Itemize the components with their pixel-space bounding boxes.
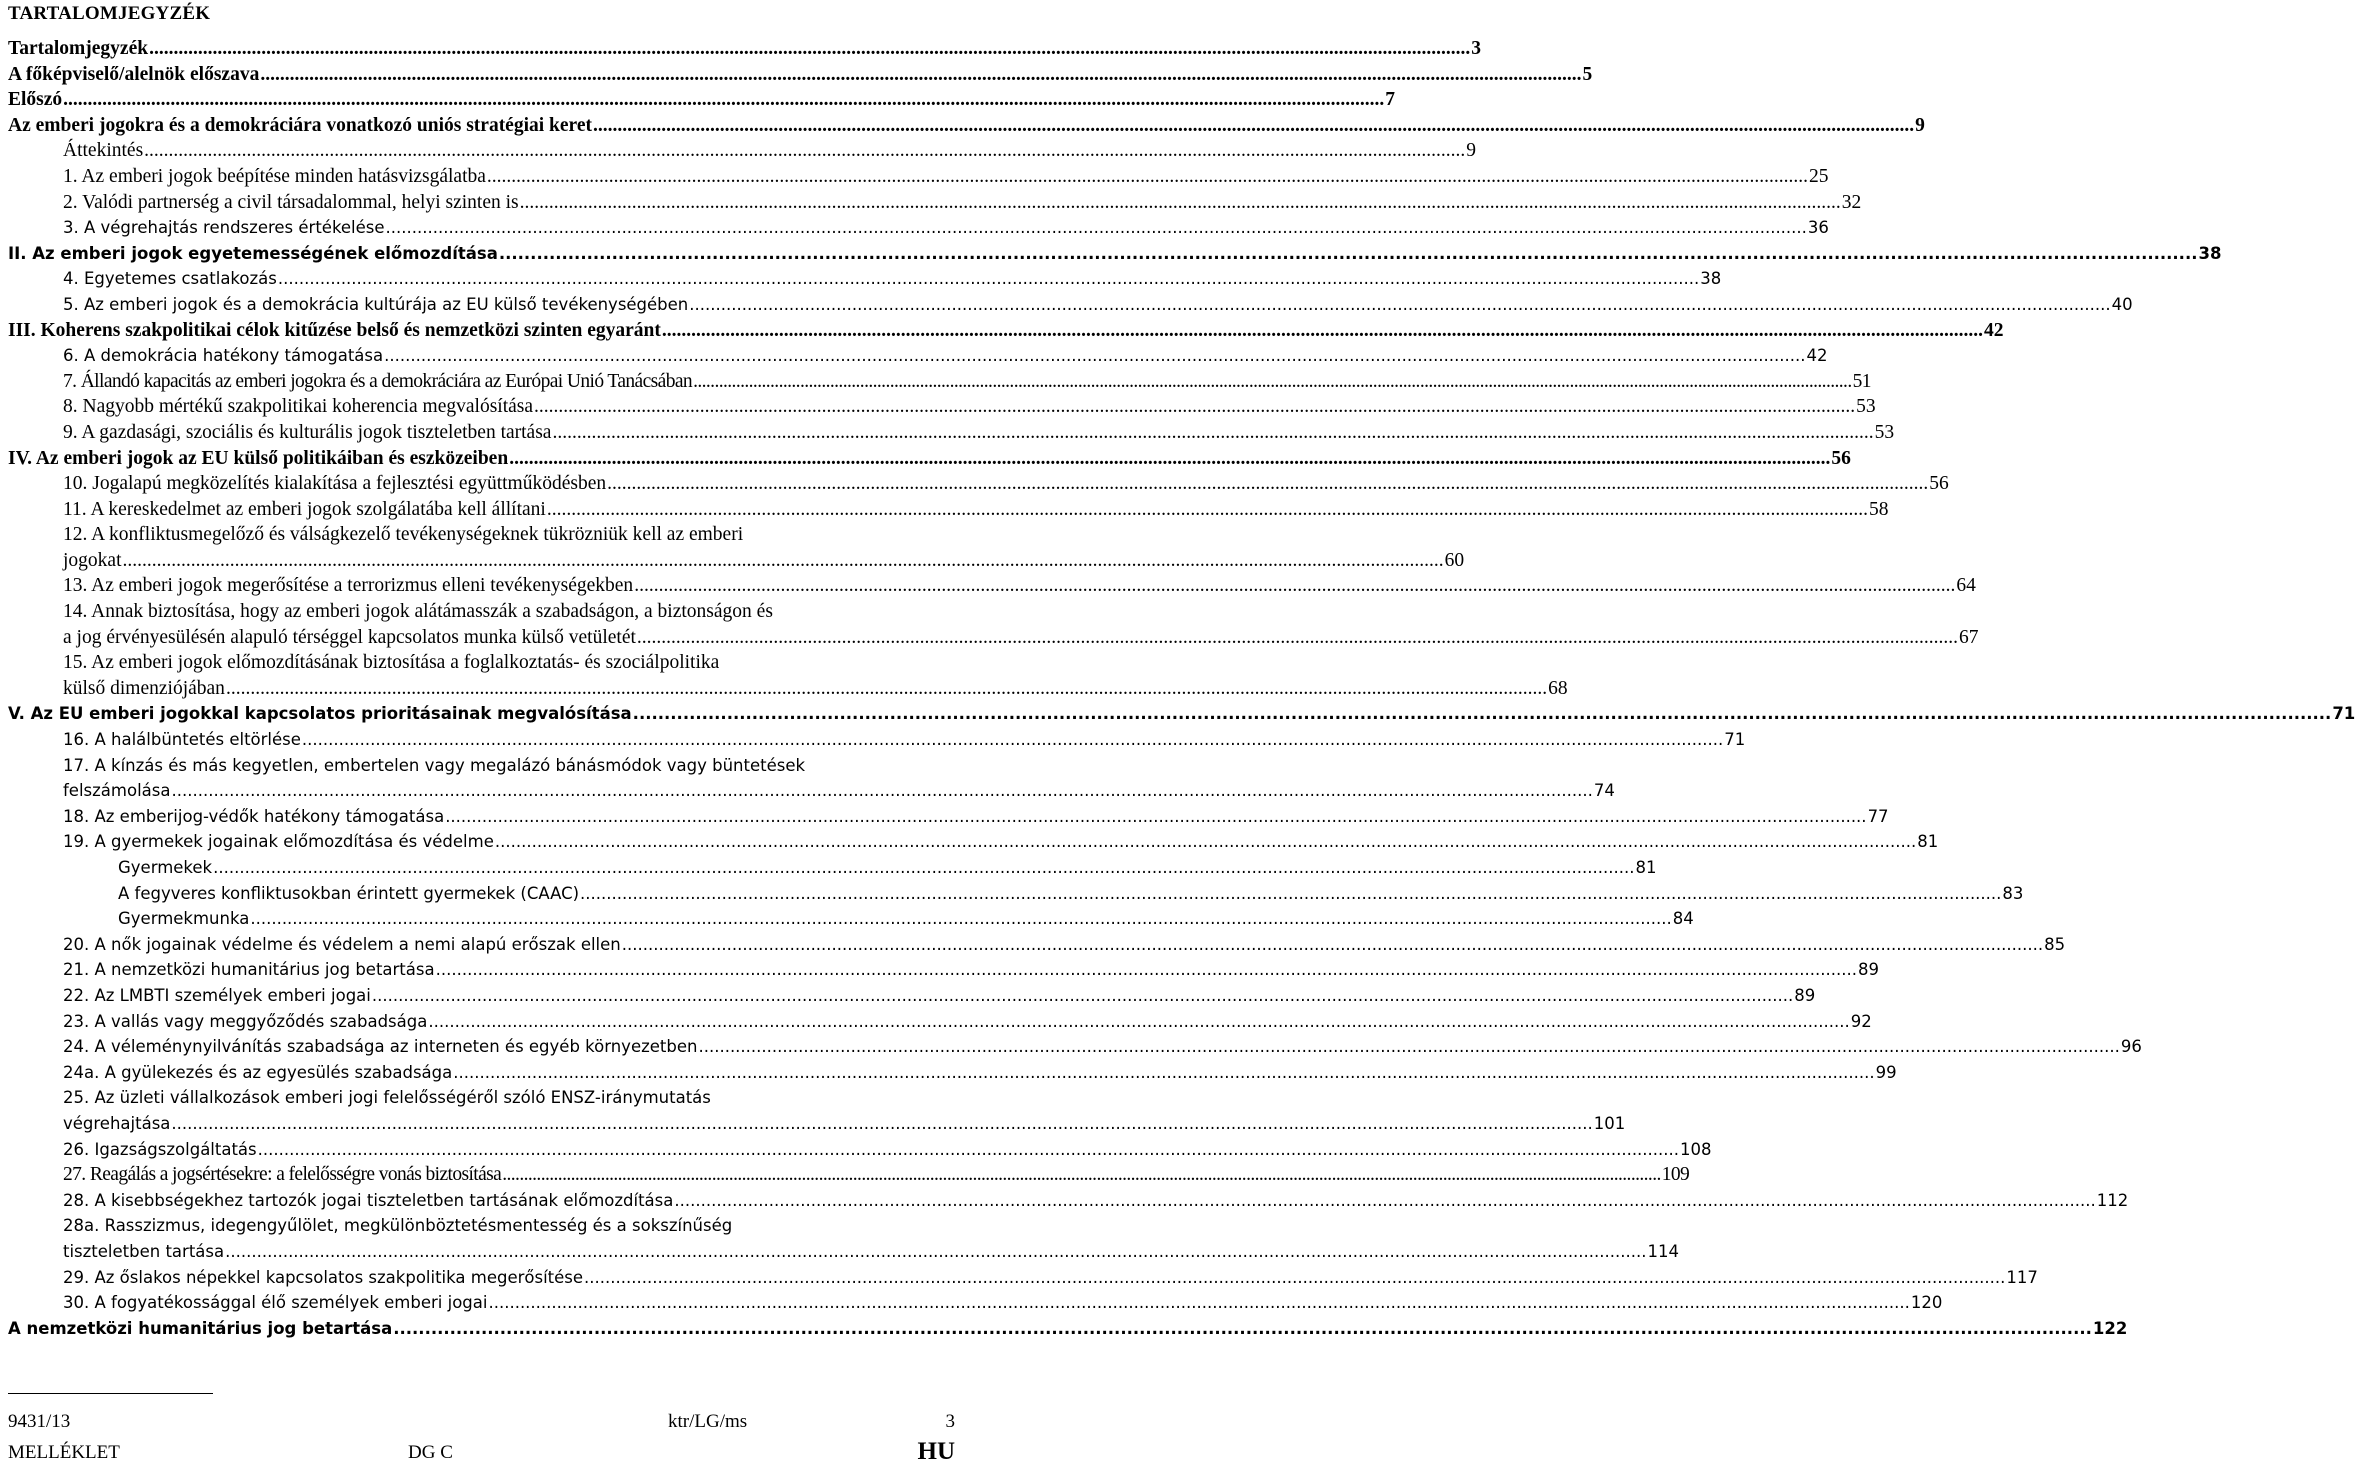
toc-entry-title: Gyermekek xyxy=(118,858,213,877)
toc-page-number: 77 xyxy=(1867,806,1889,826)
toc-entry-title: 10. Jogalapú megközelítés kialakítása a fejlesztési együttműködésben xyxy=(63,473,607,495)
toc-page-number: 101 xyxy=(1593,1113,1626,1133)
author-codes: ktr/LG/ms xyxy=(668,1411,748,1432)
toc-entry[interactable] xyxy=(8,1137,1712,1163)
toc-page-number: 42 xyxy=(1984,319,2004,341)
toc-entry[interactable] xyxy=(8,164,1829,190)
toc-entry-title: A fegyveres konfliktusokban érintett gyermekek (CAAC) xyxy=(118,883,580,903)
toc-entry-title: 20. A nők jogainak védelme és védelem a nemi alapú erőszak ellen xyxy=(63,934,621,954)
toc-page-number: 99 xyxy=(1875,1062,1897,1082)
dot-leader xyxy=(509,446,1830,472)
toc-entry[interactable] xyxy=(8,1290,1943,1316)
toc-entry[interactable] xyxy=(8,36,1481,62)
toc-entry[interactable] xyxy=(8,113,1925,139)
toc-page-number: 9 xyxy=(1915,114,1925,136)
toc-entry[interactable] xyxy=(8,1265,2038,1291)
toc-entry[interactable] xyxy=(8,855,1657,881)
toc-entry[interactable] xyxy=(8,1213,1679,1264)
dot-leader xyxy=(436,957,1857,983)
dot-leader xyxy=(453,1060,1874,1086)
toc-entry[interactable] xyxy=(8,599,1979,650)
toc-entry-title: 4. Egyetemes csatlakozás xyxy=(63,269,277,289)
toc-entry-title: V. Az EU emberi jogokkal kapcsolatos prioritásainak megvalósítása xyxy=(8,704,632,724)
dot-leader xyxy=(63,87,1384,113)
toc-entry-title: 2. Valódi partnerség a civil társadalommal, helyi szinten is xyxy=(63,191,519,213)
toc-entry-title: 9. A gazdasági, szociális és kulturális jogok tiszteletben tartása xyxy=(63,421,552,443)
toc-entry[interactable] xyxy=(8,420,1895,446)
toc-page-number: 58 xyxy=(1868,498,1889,520)
toc-page-number: 71 xyxy=(2332,704,2355,724)
toc-page-number: 83 xyxy=(2002,883,2024,903)
toc-entry[interactable] xyxy=(8,62,1593,88)
toc-page-number: 89 xyxy=(1794,985,1816,1005)
toc-entry-title: Tartalomjegyzék xyxy=(8,38,149,59)
toc-page-number: 9 xyxy=(1466,140,1477,162)
toc-entry-title: 22. Az LMBTI személyek emberi jogai xyxy=(63,985,371,1005)
toc-entry-title: 13. Az emberi jogok megerősítése a terrorizmus elleni tevékenységekben xyxy=(63,575,634,597)
toc-entry-title: 21. A nemzetközi humanitárius jog betartása xyxy=(63,960,435,980)
toc-entry[interactable] xyxy=(8,292,2133,318)
toc-page-number: 60 xyxy=(1444,549,1465,571)
dot-leader xyxy=(445,804,1866,830)
toc-entry[interactable] xyxy=(8,369,1871,395)
toc-entry-title: 15. Az emberi jogok előmozdításának biztosítása a foglalkoztatás- és szociálpolitika xyxy=(63,652,720,674)
toc-entry-title: 11. A kereskedelmet az emberi jogok szolgálatába kell állítani xyxy=(63,498,546,520)
toc-page-number: 36 xyxy=(1807,218,1829,238)
toc-entry[interactable] xyxy=(8,727,1746,753)
toc-entry-title: 29. Az őslakos népekkel kapcsolatos szakpolitika megerősítése xyxy=(63,1267,584,1287)
toc-page-number: 108 xyxy=(1680,1139,1712,1159)
toc-page-number: 51 xyxy=(1852,370,1871,392)
toc-page-number: 5 xyxy=(1582,63,1593,85)
dot-leader xyxy=(384,343,1805,369)
dot-leader xyxy=(495,829,1916,855)
dot-leader xyxy=(520,190,1841,216)
toc-entry-title: 6. A demokrácia hatékony támogatása xyxy=(63,346,384,366)
toc-entry-title: 8. Nagyobb mértékű szakpolitikai koherencia megvalósítása xyxy=(63,396,534,418)
toc-entry-title: 24. A véleménynyilvánítás szabadsága az interneten és egyéb környezetben xyxy=(63,1037,698,1057)
toc-page-number: 74 xyxy=(1593,781,1615,801)
dot-leader xyxy=(534,394,1855,420)
language-code: HU xyxy=(917,1438,955,1465)
toc-entry[interactable] xyxy=(8,983,1816,1009)
page-number: 3 xyxy=(945,1411,955,1432)
toc-entry-title-continuation: a jog érvényesülésén alapuló térséggel kapcsolatos munka külső vetületét xyxy=(63,626,636,648)
toc-entry-title-continuation: jogokat xyxy=(63,549,122,571)
dot-leader xyxy=(393,1316,2092,1342)
doc-number: 9431/13 xyxy=(8,1411,71,1432)
toc-page-number: 84 xyxy=(1672,909,1694,929)
toc-entry-title: A nemzetközi humanitárius jog betartása xyxy=(8,1318,393,1338)
dot-leader xyxy=(580,881,2001,907)
toc-entry[interactable] xyxy=(8,343,1828,369)
toc-entry[interactable] xyxy=(8,1162,1690,1188)
toc-entry-title: II. Az emberi jogok egyetemességének előmozdítása xyxy=(8,243,498,263)
toc-entry[interactable] xyxy=(8,881,2024,907)
toc-entry-title: 24a. A gyülekezés és az egyesülés szabadsága xyxy=(63,1062,453,1082)
toc-page-number: 53 xyxy=(1874,421,1895,443)
toc-entry[interactable] xyxy=(8,87,1396,113)
dot-leader xyxy=(499,241,2198,267)
toc-page-number: 38 xyxy=(1700,269,1722,289)
toc-page-number: 38 xyxy=(2198,243,2222,263)
dot-leader xyxy=(622,932,2043,958)
toc-entry-title: 7. Állandó kapacitás az emberi jogokra és a demokráciára az Európai Unió Tanácsában xyxy=(63,370,693,392)
toc-entry-title: 26. Igazságszolgáltatás xyxy=(63,1139,257,1159)
toc-entry[interactable] xyxy=(8,1060,1897,1086)
toc-entry-title: Gyermekmunka xyxy=(118,909,250,929)
toc-page-number: 40 xyxy=(2111,294,2133,314)
toc-entry-title: 23. A vallás vagy meggyőződés szabadsága xyxy=(63,1011,428,1031)
table-of-contents xyxy=(8,36,2355,1341)
dot-leader xyxy=(488,1290,1909,1316)
toc-entry-title-continuation: végrehajtása xyxy=(63,1113,171,1133)
toc-entry-title: 19. A gyermekek jogainak előmozdítása és védelme xyxy=(63,832,494,852)
dot-leader xyxy=(633,701,2332,727)
toc-page-number: 120 xyxy=(1910,1293,1943,1313)
toc-entry-title: 25. Az üzleti vállalkozások emberi jogi felelősségéről szóló ENSZ-iránymutatás xyxy=(63,1088,711,1108)
annex-label: MELLÉKLET xyxy=(8,1442,120,1463)
toc-entry[interactable] xyxy=(8,753,1615,804)
dot-leader xyxy=(258,1137,1679,1163)
toc-entry-title: 17. A kínzás és más kegyetlen, embertelen vagy megalázó bánásmódok vagy büntetések xyxy=(63,755,806,775)
toc-entry[interactable] xyxy=(8,573,1976,599)
toc-page-number: 25 xyxy=(1809,165,1829,187)
dot-leader xyxy=(226,676,1547,702)
toc-entry[interactable] xyxy=(8,701,2355,727)
toc-entry-title: 18. Az emberijog-védők hatékony támogatása xyxy=(63,806,445,826)
toc-entry[interactable] xyxy=(8,497,1889,523)
dot-leader xyxy=(302,727,1723,753)
toc-entry-title: 30. A fogyatékossággal élő személyek emberi jogai xyxy=(63,1293,488,1313)
toc-entry[interactable] xyxy=(8,906,1694,932)
toc-entry[interactable] xyxy=(8,829,1939,855)
toc-entry-title-continuation: tiszteletben tartása xyxy=(63,1241,225,1261)
toc-page-number: 81 xyxy=(1917,832,1939,852)
toc-page-number: 42 xyxy=(1806,346,1828,366)
toc-entry[interactable] xyxy=(8,471,1949,497)
toc-entry[interactable] xyxy=(8,138,1477,164)
toc-entry-title-continuation: felszámolása xyxy=(63,781,171,801)
toc-page-number: 56 xyxy=(1831,447,1851,469)
toc-entry-title: 28. A kisebbségekhez tartozók jogai tiszteletben tartásának előmozdítása xyxy=(63,1190,674,1210)
toc-entry-title: 28a. Rasszizmus, idegengyűlölet, megkülönböztetésmentesség és a sokszínűség xyxy=(63,1216,733,1236)
toc-entry[interactable] xyxy=(8,190,1862,216)
toc-page-number: 53 xyxy=(1856,396,1876,418)
dot-leader xyxy=(637,625,1958,651)
toc-entry[interactable] xyxy=(8,1009,1872,1035)
toc-entry[interactable] xyxy=(8,1316,2128,1342)
footer-divider xyxy=(8,1393,213,1394)
toc-page-number: 114 xyxy=(1647,1241,1679,1261)
toc-page-number: 71 xyxy=(1724,730,1746,750)
toc-entry[interactable] xyxy=(8,318,2004,344)
dot-leader xyxy=(634,573,1955,599)
dot-leader xyxy=(428,1009,1849,1035)
dot-leader xyxy=(593,113,1914,139)
toc-entry-title: 5. Az emberi jogok és a demokrácia kultúrája az EU külső tevékenységében xyxy=(63,294,689,314)
toc-entry[interactable] xyxy=(8,241,2222,267)
dot-leader xyxy=(171,778,1592,804)
dot-leader xyxy=(674,1188,2095,1214)
toc-entry[interactable] xyxy=(8,215,1829,241)
toc-entry-title: 27. Reagálás a jogsértésekre: a felelősségre vonás biztosítása xyxy=(63,1164,502,1186)
toc-entry-title: 1. Az emberi jogok beépítése minden hatásvizsgálatba xyxy=(63,165,486,187)
dot-leader xyxy=(225,1239,1646,1265)
toc-page-number: 92 xyxy=(1850,1011,1872,1031)
toc-page-number: 89 xyxy=(1857,960,1879,980)
toc-page-number: 67 xyxy=(1959,626,1979,648)
toc-entry[interactable] xyxy=(8,1034,2142,1060)
toc-page-number: 32 xyxy=(1841,191,1862,213)
toc-entry[interactable] xyxy=(8,932,2066,958)
toc-page-number: 64 xyxy=(1956,575,1976,597)
toc-entry-title: 14. Annak biztosítása, hogy az emberi jogok alátámasszák a szabadságon, a biztonságon és xyxy=(63,601,773,623)
toc-entry-title: Előszó xyxy=(8,89,63,111)
dg-label: DG C xyxy=(408,1442,453,1463)
dot-leader xyxy=(552,420,1873,446)
toc-page-number: 3 xyxy=(1471,38,1481,59)
dot-leader xyxy=(607,471,1928,497)
toc-entry[interactable] xyxy=(8,522,1465,573)
toc-entry[interactable] xyxy=(8,394,1876,420)
dot-leader xyxy=(372,983,1793,1009)
dot-leader xyxy=(662,318,1983,344)
toc-entry[interactable] xyxy=(8,804,1889,830)
dot-leader xyxy=(171,1111,1592,1137)
toc-page-number: 85 xyxy=(2044,934,2066,954)
toc-entry-title: A főképviselő/alelnök előszava xyxy=(8,63,260,85)
dot-leader xyxy=(213,855,1634,881)
toc-page-number: 117 xyxy=(2006,1267,2038,1287)
toc-entry-title: IV. Az emberi jogok az EU külső politikáiban és eszközeiben xyxy=(8,447,509,469)
toc-entry[interactable] xyxy=(8,1085,1626,1136)
toc-page-number: 56 xyxy=(1929,473,1949,495)
toc-page-number: 112 xyxy=(2096,1190,2129,1210)
toc-page-number: 7 xyxy=(1385,89,1396,111)
dot-leader xyxy=(278,266,1699,292)
toc-entry-title: 16. A halálbüntetés eltörlése xyxy=(63,730,301,750)
dot-leader xyxy=(250,906,1671,932)
dot-leader xyxy=(584,1265,2005,1291)
dot-leader xyxy=(487,164,1808,190)
toc-entry-title: 12. A konfliktusmegelőző és válságkezelő tevékenységeknek tükrözniük kell az emberi xyxy=(63,524,744,546)
toc-entry-title: Az emberi jogokra és a demokráciára vonatkozó uniós stratégiai keret xyxy=(8,114,593,136)
dot-leader xyxy=(547,497,1868,523)
toc-entry-title-continuation: külső dimenziójában xyxy=(63,677,225,699)
toc-entry[interactable] xyxy=(8,266,1722,292)
page-heading: TARTALOMJEGYZÉK xyxy=(8,3,211,24)
dot-leader xyxy=(260,62,1581,88)
dot-leader xyxy=(502,1162,1661,1188)
dot-leader xyxy=(689,292,2110,318)
toc-entry-title: 3. A végrehajtás rendszeres értékelése xyxy=(63,218,385,238)
dot-leader xyxy=(698,1034,2119,1060)
toc-entry[interactable] xyxy=(8,1188,2129,1214)
toc-page-number: 68 xyxy=(1548,677,1568,699)
toc-page-number: 96 xyxy=(2120,1037,2142,1057)
dot-leader xyxy=(386,215,1807,241)
dot-leader xyxy=(123,548,1444,574)
toc-page-number: 81 xyxy=(1635,858,1657,877)
dot-leader xyxy=(693,369,1852,395)
toc-entry[interactable] xyxy=(8,957,1879,983)
toc-page-number: 109 xyxy=(1661,1164,1690,1186)
toc-entry-title: III. Koherens szakpolitikai célok kitűzése belső és nemzetközi szinten egyaránt xyxy=(8,319,661,341)
toc-entry[interactable] xyxy=(8,650,1568,701)
dot-leader xyxy=(149,36,1470,62)
toc-entry[interactable] xyxy=(8,446,1851,472)
dot-leader xyxy=(144,138,1465,164)
toc-page-number: 122 xyxy=(2092,1318,2128,1338)
toc-entry-title: Áttekintés xyxy=(63,140,144,162)
